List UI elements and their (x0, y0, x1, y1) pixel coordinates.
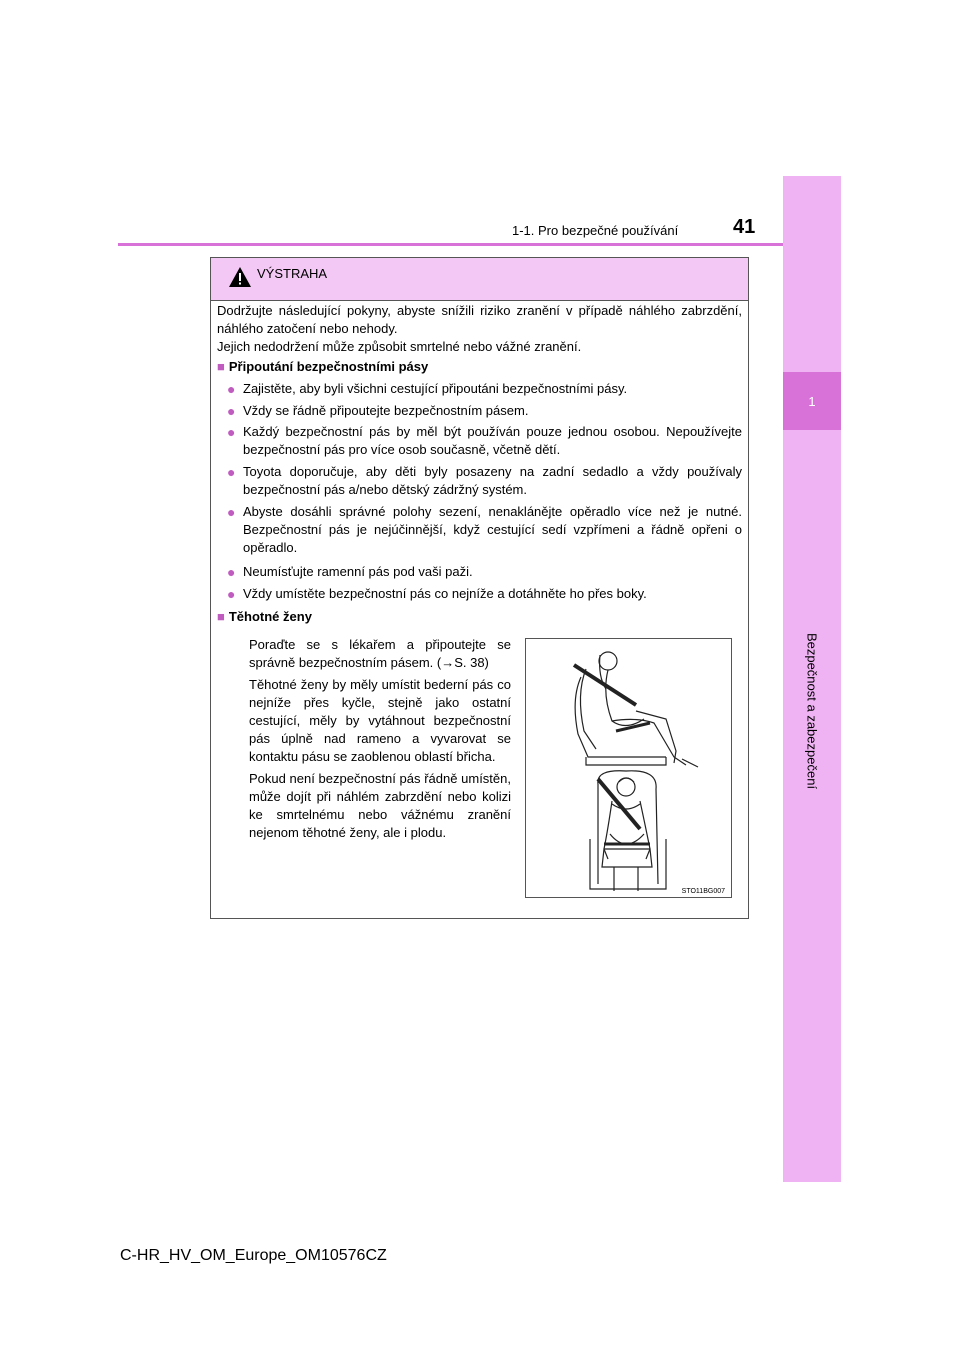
round-bullet-icon: ● (227, 403, 236, 419)
pregnant-paragraph-1: Poraďte se s lékařem a připoutejte se správně bezpečnostním pásem. (→S. 38) (249, 637, 511, 670)
chapter-number: 1 (783, 372, 841, 430)
document-code: C-HR_HV_OM_Europe_OM10576CZ (120, 1247, 387, 1264)
list-item: ● Zajistěte, aby byli všichni cestující připoutáni bezpečnostními pásy. (227, 381, 628, 397)
list-item: ● Každý bezpečnostní pás by měl být používán pouze jednou osobou. Nepoužívejte bezpečnostní pás pro více osob současně, včetně dětí. (227, 424, 742, 457)
warning-triangle-icon (228, 266, 252, 288)
section-title: 1-1. Pro bezpečné používání (512, 223, 679, 238)
list-item: ● Vždy se řádně připoutejte bezpečnostním pásem. (227, 403, 529, 419)
round-bullet-icon: ● (227, 504, 236, 520)
header-divider (118, 243, 783, 246)
pregnant-paragraph-3: Pokud není bezpečnostní pás řádně umístěn, může dojít při náhlém zabrzdění nebo kolizi ke smrtelnému nebo vážnému zranění nejenom těhotné ženy, ale i plodu. (249, 771, 511, 840)
warning-intro-2: Jejich nedodržení může způsobit smrtelné nebo vážné zranění. (217, 339, 582, 354)
list-item: ● Neumísťujte ramenní pás pod vaši paži. (227, 564, 473, 580)
illustration-drawing (526, 639, 731, 897)
chapter-side-tab (783, 176, 841, 1182)
round-bullet-icon: ● (227, 564, 236, 580)
illustration-code: STO11BG007 (681, 888, 725, 895)
heading-pregnant: ■ Těhotné ženy (217, 609, 312, 624)
warning-box (210, 257, 749, 919)
list-item: ● Toyota doporučuje, aby děti byly posazeny na zadní sedadlo a vždy používaly bezpečnostní pás a/nebo dětský zádržný systém. (227, 464, 742, 497)
list-item: ● Abyste dosáhli správné polohy sezení, nenaklánějte opěradlo více než je nutné. Bezpečnostní pás je nejúčinnější, když cestující sedí vzpřímeni a řádně opřeni o opěradlo. (227, 504, 742, 555)
heading-seatbelts: ■ Připoutání bezpečnostními pásy (217, 359, 429, 374)
pregnant-paragraph-2: Těhotné ženy by měly umístit bederní pás co nejníže přes kyčle, stejně jako ostatní cestující, měly by vytáhnout bezpečnostní pás úplně nad rameno a vyvarovat se kontaktu pásu se zaoblenou oblastí břicha. (249, 677, 511, 764)
pregnant-seatbelt-illustration (525, 638, 732, 898)
chapter-title: Bezpečnost a zabezpečení (804, 632, 820, 790)
warning-intro-1: Dodržujte následující pokyny, abyste snížili riziko zranění v případě náhlého zabrzdění, náhlého zatočení nebo nehody. (217, 303, 742, 336)
round-bullet-icon: ● (227, 464, 236, 480)
warning-header (211, 258, 748, 301)
page-number: 41 (733, 216, 756, 238)
round-bullet-icon: ● (227, 424, 236, 440)
list-item: ● Vždy umístěte bezpečnostní pás co nejníže a dotáhněte ho přes boky. (227, 586, 647, 602)
round-bullet-icon: ● (227, 381, 236, 397)
warning-title: VÝSTRAHA (257, 266, 328, 281)
square-bullet-icon: ■ (217, 359, 225, 374)
round-bullet-icon: ● (227, 586, 236, 602)
square-bullet-icon: ■ (217, 609, 225, 624)
